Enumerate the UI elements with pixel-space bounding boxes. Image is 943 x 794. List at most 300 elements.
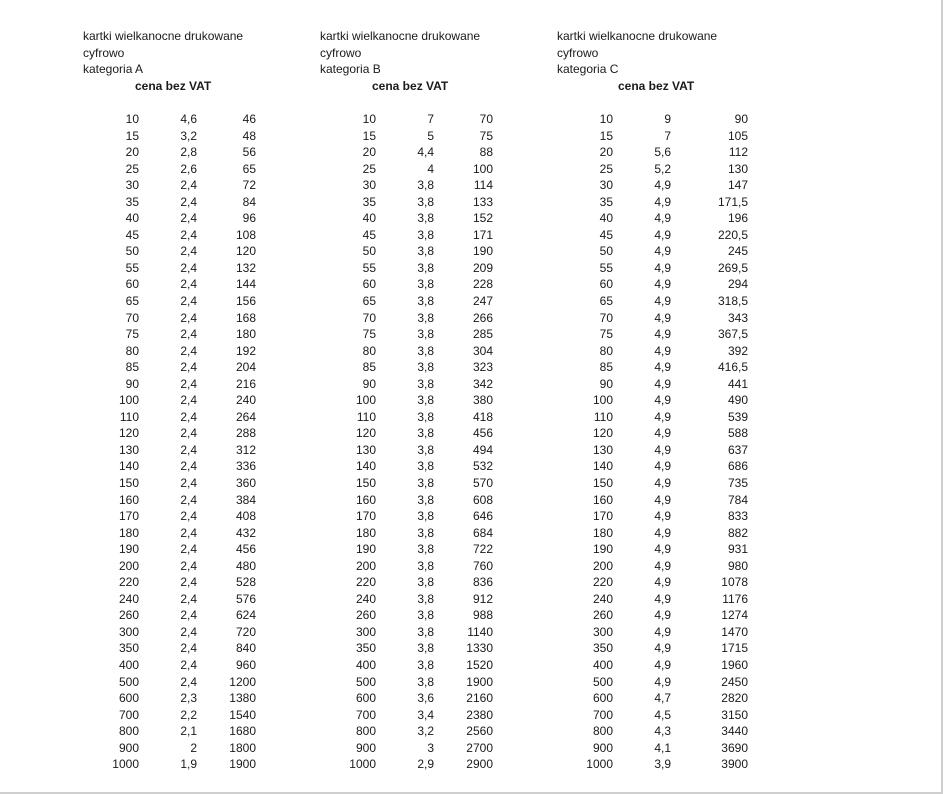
- total-price-cell: 1960: [721, 658, 748, 673]
- total-price-cell: 130: [727, 161, 748, 176]
- quantity-cell: 1000: [112, 757, 139, 772]
- unit-price-cell: 3,8: [417, 178, 434, 193]
- unit-price-cell: 3,8: [417, 608, 434, 623]
- unit-price-cell: 2,4: [180, 641, 197, 656]
- quantity-cell: 300: [355, 624, 376, 639]
- quantity-cell: 260: [355, 608, 376, 623]
- table-row: [320, 343, 493, 360]
- table-row: [557, 409, 748, 426]
- quantity-cell: 85: [362, 360, 376, 375]
- total-price-cell: 220,5: [717, 227, 748, 242]
- unit-price-cell: 2,4: [180, 227, 197, 242]
- total-price-cell: 266: [472, 310, 493, 325]
- table-row: [320, 492, 493, 509]
- unit-price-cell: 2,4: [180, 624, 197, 639]
- quantity-cell: 100: [592, 393, 613, 408]
- quantity-cell: 55: [125, 260, 139, 275]
- table-row: [557, 144, 748, 161]
- table-row: [320, 359, 493, 376]
- unit-price-cell: 3,4: [417, 707, 434, 722]
- quantity-cell: 75: [362, 327, 376, 342]
- quantity-cell: 260: [118, 608, 139, 623]
- table-row: [320, 574, 493, 591]
- table-row: [83, 343, 256, 360]
- unit-price-cell: 4,9: [654, 575, 671, 590]
- total-price-cell: 312: [235, 442, 256, 457]
- total-price-cell: 608: [472, 492, 493, 507]
- quantity-cell: 45: [125, 227, 139, 242]
- quantity-cell: 35: [362, 194, 376, 209]
- total-price-cell: 912: [472, 591, 493, 606]
- quantity-cell: 10: [599, 111, 613, 126]
- total-price-cell: 75: [479, 128, 493, 143]
- unit-price-cell: 5,2: [654, 161, 671, 176]
- unit-price-cell: 2,4: [180, 492, 197, 507]
- block-title-line1: kartki wielkanocne drukowane: [83, 29, 244, 43]
- block-title-line1: kartki wielkanocne drukowane: [557, 29, 718, 43]
- quantity-cell: 70: [125, 310, 139, 325]
- table-row: [320, 442, 493, 459]
- total-price-cell: 1900: [466, 674, 493, 689]
- table-row: [557, 690, 748, 707]
- unit-price-cell: 2,4: [180, 409, 197, 424]
- unit-price-cell: 2,4: [180, 178, 197, 193]
- table-row: [557, 525, 748, 542]
- table-row: [557, 674, 748, 691]
- total-price-cell: 228: [472, 277, 493, 292]
- quantity-cell: 600: [592, 691, 613, 706]
- quantity-cell: 75: [599, 327, 613, 342]
- total-price-cell: 264: [235, 409, 256, 424]
- unit-price-cell: 3: [427, 740, 434, 755]
- total-price-cell: 156: [235, 293, 256, 308]
- total-price-cell: 418: [472, 409, 493, 424]
- total-price-cell: 624: [235, 608, 256, 623]
- quantity-cell: 1000: [349, 757, 376, 772]
- total-price-cell: 96: [242, 211, 256, 226]
- table-row: [320, 475, 493, 492]
- total-price-cell: 441: [727, 376, 748, 391]
- total-price-cell: 1800: [229, 740, 256, 755]
- table-row: [83, 475, 256, 492]
- table-row: [557, 458, 748, 475]
- total-price-cell: 240: [235, 393, 256, 408]
- total-price-cell: 576: [235, 591, 256, 606]
- unit-price-cell: 1,9: [180, 757, 197, 772]
- price-table: [557, 111, 748, 773]
- unit-price-cell: 3,8: [417, 310, 434, 325]
- quantity-cell: 160: [118, 492, 139, 507]
- unit-price-cell: 2,4: [180, 194, 197, 209]
- total-price-cell: 833: [727, 509, 748, 524]
- quantity-cell: 140: [592, 459, 613, 474]
- table-row: [83, 161, 256, 178]
- total-price-cell: 539: [727, 409, 748, 424]
- table-row: [557, 128, 748, 145]
- table-row: [320, 276, 493, 293]
- quantity-cell: 80: [125, 343, 139, 358]
- total-price-cell: 1680: [229, 724, 256, 739]
- total-price-cell: 269,5: [717, 260, 748, 275]
- quantity-cell: 80: [362, 343, 376, 358]
- unit-price-cell: 4,9: [654, 277, 671, 292]
- total-price-cell: 840: [235, 641, 256, 656]
- quantity-cell: 700: [118, 707, 139, 722]
- table-row: [83, 359, 256, 376]
- unit-price-cell: 3,8: [417, 509, 434, 524]
- unit-price-cell: 4,9: [654, 608, 671, 623]
- total-price-cell: 980: [727, 558, 748, 573]
- unit-price-cell: 3,8: [417, 194, 434, 209]
- table-row: [320, 177, 493, 194]
- quantity-cell: 500: [592, 674, 613, 689]
- total-price-cell: 1520: [466, 658, 493, 673]
- table-row: [83, 194, 256, 211]
- quantity-cell: 110: [593, 409, 613, 424]
- unit-price-cell: 2,4: [180, 260, 197, 275]
- unit-price-cell: 4,9: [654, 293, 671, 308]
- table-row: [83, 392, 256, 409]
- quantity-cell: 120: [355, 426, 376, 441]
- unit-price-cell: 2,4: [180, 293, 197, 308]
- unit-price-cell: 4,9: [654, 459, 671, 474]
- total-price-cell: 456: [235, 542, 256, 557]
- quantity-cell: 55: [599, 260, 613, 275]
- quantity-cell: 150: [355, 476, 376, 490]
- total-price-cell: 343: [727, 310, 748, 325]
- quantity-cell: 300: [592, 624, 613, 639]
- block-category: kategoria B: [320, 62, 381, 77]
- table-row: [320, 144, 493, 161]
- total-price-cell: 190: [472, 244, 493, 259]
- quantity-cell: 45: [599, 227, 613, 242]
- total-price-cell: 384: [235, 492, 256, 507]
- quantity-cell: 200: [592, 558, 613, 573]
- unit-price-cell: 4,9: [654, 327, 671, 342]
- table-row: [320, 740, 493, 757]
- table-row: [557, 624, 748, 641]
- unit-price-cell: 3,8: [417, 343, 434, 358]
- quantity-cell: 160: [355, 492, 376, 507]
- quantity-cell: 85: [599, 360, 613, 375]
- quantity-cell: 240: [118, 591, 139, 606]
- quantity-cell: 800: [118, 724, 139, 739]
- table-row: [557, 111, 748, 128]
- total-price-cell: 70: [479, 111, 493, 126]
- quantity-cell: 40: [125, 211, 139, 226]
- unit-price-cell: 2,4: [180, 525, 197, 540]
- quantity-cell: 15: [125, 128, 139, 143]
- total-price-cell: 56: [242, 145, 256, 160]
- table-row: [83, 177, 256, 194]
- unit-price-cell: 3,8: [417, 575, 434, 590]
- unit-price-cell: 4,9: [654, 343, 671, 358]
- total-price-cell: 1200: [229, 674, 256, 689]
- total-price-cell: 3690: [721, 740, 748, 755]
- quantity-cell: 200: [118, 558, 139, 573]
- total-price-cell: 392: [727, 343, 748, 358]
- quantity-cell: 700: [355, 707, 376, 722]
- quantity-cell: 25: [599, 161, 613, 176]
- unit-price-cell: 2,4: [180, 591, 197, 606]
- unit-price-cell: 4,9: [654, 409, 671, 424]
- total-price-cell: 342: [472, 376, 493, 391]
- total-price-cell: 144: [235, 277, 256, 292]
- total-price-cell: 114: [473, 178, 493, 193]
- total-price-cell: 3900: [721, 757, 748, 772]
- table-row: [557, 574, 748, 591]
- quantity-cell: 140: [118, 459, 139, 474]
- table-row: [320, 674, 493, 691]
- quantity-cell: 60: [599, 277, 613, 292]
- table-row: [557, 161, 748, 178]
- table-row: [320, 591, 493, 608]
- total-price-cell: 3150: [721, 707, 748, 722]
- quantity-cell: 30: [362, 178, 376, 193]
- table-row: [83, 492, 256, 509]
- total-price-cell: 294: [727, 277, 748, 292]
- quantity-cell: 500: [118, 674, 139, 689]
- unit-price-cell: 4,9: [654, 211, 671, 226]
- price-block-category-a: [83, 28, 256, 773]
- quantity-cell: 900: [355, 740, 376, 755]
- unit-price-cell: 3,8: [417, 260, 434, 275]
- table-row: [83, 508, 256, 525]
- table-row: [320, 260, 493, 277]
- unit-price-cell: 3,8: [417, 476, 434, 490]
- quantity-cell: 150: [118, 476, 139, 490]
- unit-price-cell: 2,4: [180, 277, 197, 292]
- total-price-cell: 147: [727, 178, 748, 193]
- unit-price-cell: 3,8: [417, 211, 434, 226]
- quantity-cell: 35: [599, 194, 613, 209]
- total-price-cell: 46: [242, 111, 256, 126]
- table-row: [83, 525, 256, 542]
- total-price-cell: 65: [242, 161, 256, 176]
- table-row: [320, 458, 493, 475]
- quantity-cell: 130: [592, 442, 613, 457]
- total-price-cell: 686: [727, 459, 748, 474]
- table-row: [557, 657, 748, 674]
- quantity-cell: 180: [592, 525, 613, 540]
- total-price-cell: 2900: [466, 757, 493, 772]
- table-row: [320, 624, 493, 641]
- quantity-cell: 160: [592, 492, 613, 507]
- table-row: [557, 310, 748, 327]
- quantity-cell: 220: [592, 575, 613, 590]
- table-row: [320, 227, 493, 244]
- quantity-cell: 110: [356, 409, 376, 424]
- quantity-cell: 600: [118, 691, 139, 706]
- table-row: [557, 276, 748, 293]
- unit-price-cell: 3,8: [417, 641, 434, 656]
- quantity-cell: 20: [362, 145, 376, 160]
- total-price-cell: 988: [472, 608, 493, 623]
- table-row: [557, 707, 748, 724]
- quantity-cell: 700: [592, 707, 613, 722]
- table-row: [557, 756, 748, 773]
- unit-price-cell: 4,9: [654, 393, 671, 408]
- table-row: [320, 657, 493, 674]
- table-row: [557, 541, 748, 558]
- total-price-cell: 784: [727, 492, 748, 507]
- table-row: [83, 293, 256, 310]
- table-row: [83, 227, 256, 244]
- table-row: [557, 392, 748, 409]
- total-price-cell: 1274: [721, 608, 748, 623]
- unit-price-cell: 3,8: [417, 492, 434, 507]
- unit-price-cell: 5: [427, 128, 434, 143]
- quantity-cell: 190: [355, 542, 376, 557]
- total-price-cell: 84: [242, 194, 256, 209]
- total-price-cell: 2380: [466, 707, 493, 722]
- unit-price-cell: 3,8: [417, 293, 434, 308]
- total-price-cell: 760: [472, 558, 493, 573]
- block-title-line2: cyfrowo: [83, 45, 125, 60]
- block-category: kategoria A: [83, 62, 144, 77]
- table-row: [557, 607, 748, 624]
- table-row: [83, 607, 256, 624]
- quantity-cell: 130: [118, 442, 139, 457]
- quantity-cell: 150: [592, 476, 613, 490]
- unit-price-cell: 2,4: [180, 674, 197, 689]
- total-price-cell: 432: [235, 525, 256, 540]
- total-price-cell: 204: [235, 360, 256, 375]
- total-price-cell: 247: [472, 293, 493, 308]
- total-price-cell: 2700: [466, 740, 493, 755]
- unit-price-cell: 4,9: [654, 178, 671, 193]
- price-block-category-b: [320, 28, 493, 773]
- unit-price-cell: 3,8: [417, 542, 434, 557]
- total-price-cell: 108: [235, 227, 256, 242]
- quantity-cell: 70: [599, 310, 613, 325]
- unit-price-cell: 4,9: [654, 658, 671, 673]
- total-price-cell: 960: [235, 658, 256, 673]
- unit-price-cell: 2,4: [180, 476, 197, 490]
- unit-price-cell: 3,8: [417, 674, 434, 689]
- total-price-cell: 168: [235, 310, 256, 325]
- unit-price-cell: 9: [664, 111, 671, 126]
- quantity-cell: 130: [355, 442, 376, 457]
- table-row: [557, 492, 748, 509]
- quantity-cell: 140: [355, 459, 376, 474]
- quantity-cell: 55: [362, 260, 376, 275]
- table-row: [320, 425, 493, 442]
- total-price-cell: 1715: [721, 641, 748, 656]
- unit-price-cell: 4: [427, 161, 434, 176]
- total-price-cell: 2450: [721, 674, 748, 689]
- unit-price-cell: 2,4: [180, 360, 197, 375]
- unit-price-cell: 2,4: [180, 211, 197, 226]
- total-price-cell: 132: [235, 260, 256, 275]
- quantity-cell: 800: [355, 724, 376, 739]
- unit-price-cell: 2,4: [180, 244, 197, 259]
- table-row: [557, 558, 748, 575]
- table-row: [320, 111, 493, 128]
- table-row: [320, 607, 493, 624]
- table-row: [320, 210, 493, 227]
- quantity-cell: 400: [118, 658, 139, 673]
- total-price-cell: 360: [235, 476, 256, 490]
- quantity-cell: 600: [355, 691, 376, 706]
- quantity-cell: 300: [118, 624, 139, 639]
- quantity-cell: 170: [355, 509, 376, 524]
- total-price-cell: 836: [472, 575, 493, 590]
- table-row: [320, 640, 493, 657]
- unit-price-cell: 2,4: [180, 310, 197, 325]
- table-row: [557, 376, 748, 393]
- total-price-cell: 2560: [466, 724, 493, 739]
- total-price-cell: 528: [235, 575, 256, 590]
- quantity-cell: 100: [355, 393, 376, 408]
- total-price-cell: 192: [235, 343, 256, 358]
- table-row: [320, 690, 493, 707]
- quantity-cell: 350: [592, 641, 613, 656]
- table-row: [83, 723, 256, 740]
- quantity-cell: 30: [125, 178, 139, 193]
- total-price-cell: 722: [472, 542, 493, 557]
- block-title-line2: cyfrowo: [320, 45, 362, 60]
- quantity-cell: 350: [355, 641, 376, 656]
- quantity-cell: 40: [599, 211, 613, 226]
- table-row: [83, 740, 256, 757]
- unit-price-cell: 4,9: [654, 591, 671, 606]
- table-row: [83, 756, 256, 773]
- unit-price-cell: 4,9: [654, 492, 671, 507]
- table-row: [320, 310, 493, 327]
- quantity-cell: 65: [125, 293, 139, 308]
- table-row: [83, 409, 256, 426]
- unit-price-cell: 4,6: [180, 111, 197, 126]
- unit-price-cell: 3,8: [417, 244, 434, 259]
- total-price-cell: 416,5: [717, 360, 748, 375]
- unit-price-cell: 4,9: [654, 476, 671, 490]
- quantity-cell: 170: [592, 509, 613, 524]
- table-row: [83, 210, 256, 227]
- quantity-cell: 900: [592, 740, 613, 755]
- quantity-cell: 20: [125, 145, 139, 160]
- table-row: [320, 707, 493, 724]
- total-price-cell: 288: [235, 426, 256, 441]
- unit-price-cell: 2,4: [180, 608, 197, 623]
- table-row: [320, 525, 493, 542]
- quantity-cell: 80: [599, 343, 613, 358]
- table-row: [320, 392, 493, 409]
- table-row: [83, 558, 256, 575]
- quantity-cell: 240: [592, 591, 613, 606]
- total-price-cell: 152: [472, 211, 493, 226]
- quantity-cell: 1000: [586, 757, 613, 772]
- quantity-cell: 60: [125, 277, 139, 292]
- table-row: [320, 409, 493, 426]
- quantity-cell: 90: [125, 376, 139, 391]
- unit-price-cell: 3,8: [417, 426, 434, 441]
- total-price-cell: 735: [727, 476, 748, 490]
- table-row: [83, 425, 256, 442]
- table-row: [83, 128, 256, 145]
- unit-price-cell: 4,9: [654, 260, 671, 275]
- total-price-cell: 408: [235, 509, 256, 524]
- quantity-cell: 220: [118, 575, 139, 590]
- unit-price-cell: 2,4: [180, 376, 197, 391]
- total-price-cell: 1540: [229, 707, 256, 722]
- quantity-cell: 10: [362, 111, 376, 126]
- total-price-cell: 90: [734, 111, 748, 126]
- unit-price-cell: 2,4: [180, 658, 197, 673]
- unit-price-cell: 2,4: [180, 426, 197, 441]
- table-row: [557, 508, 748, 525]
- table-row: [83, 541, 256, 558]
